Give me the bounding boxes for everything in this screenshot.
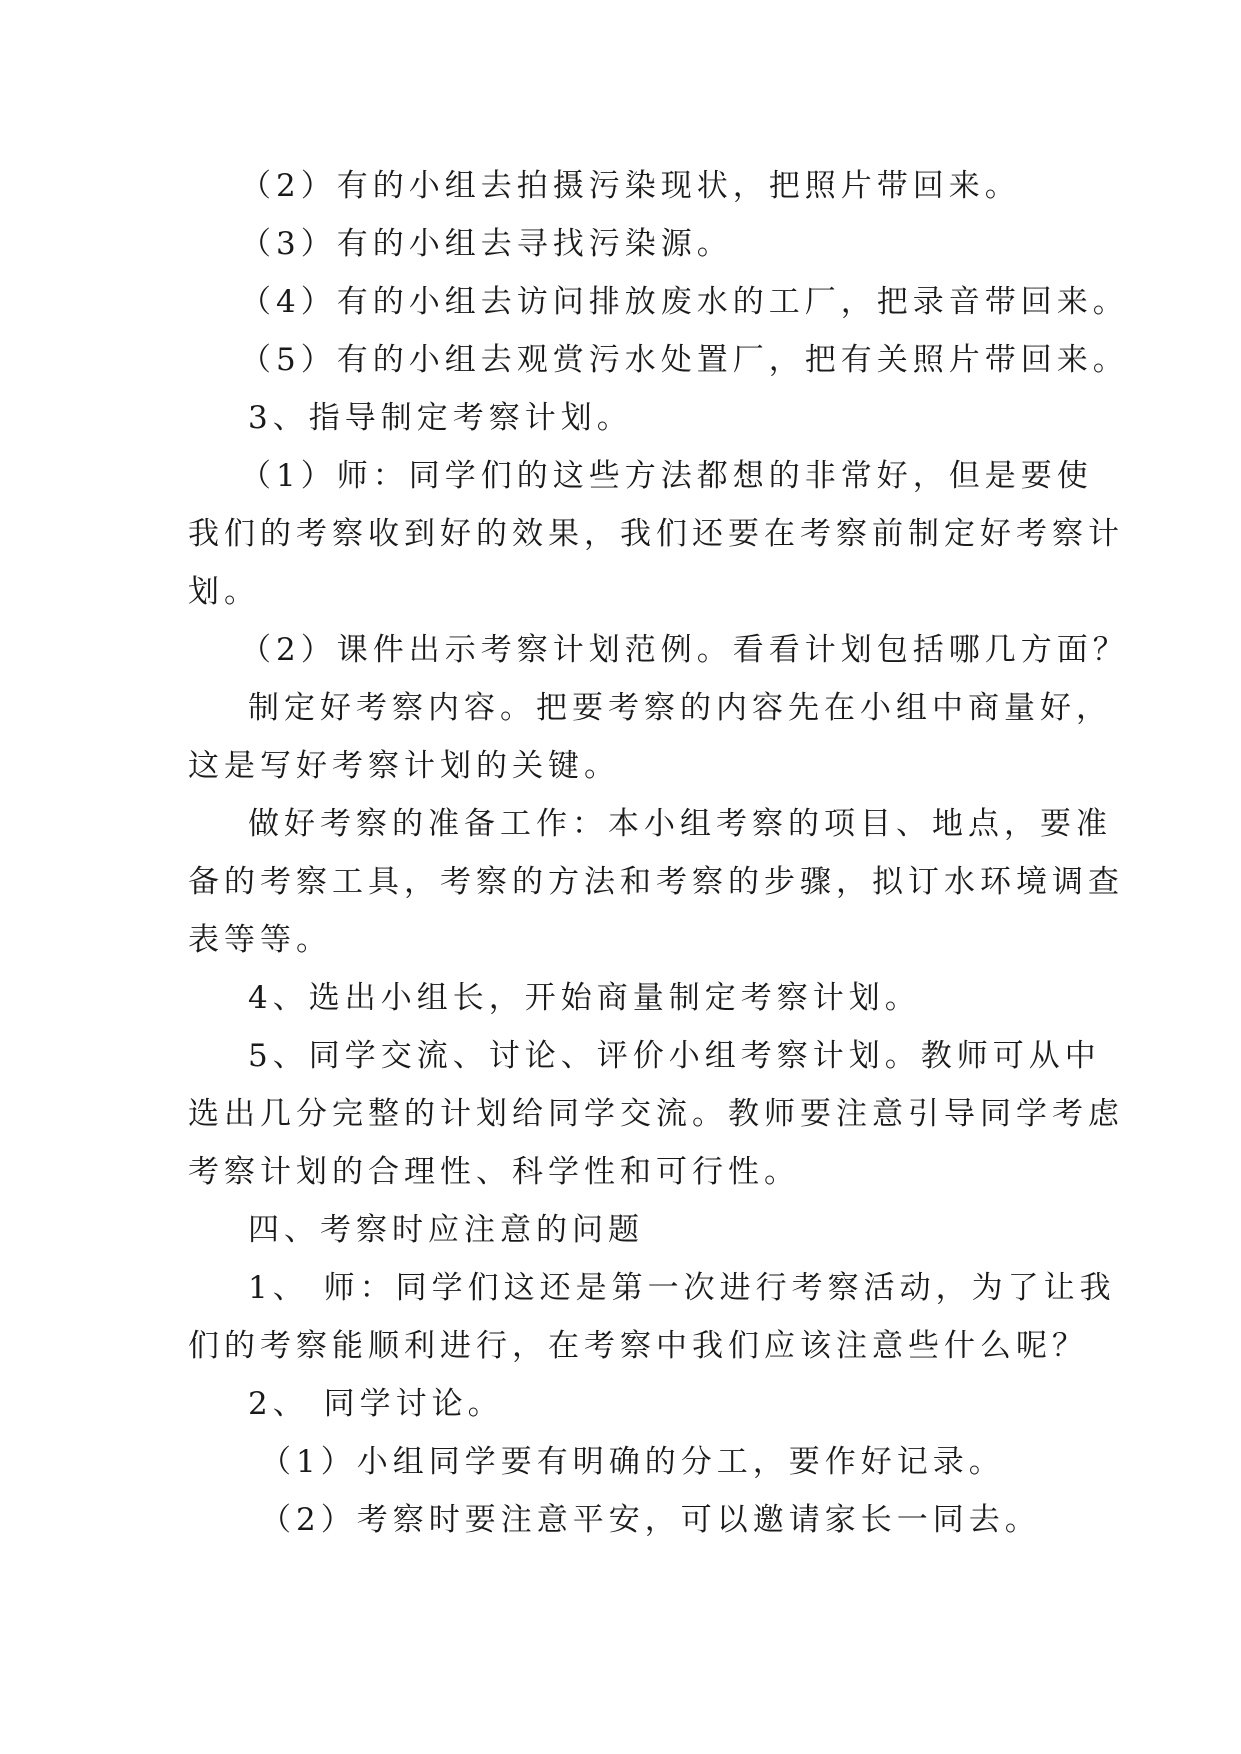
text-line: 做好考察的准备工作：本小组考察的项目、地点，要准 [248, 806, 1112, 842]
text-line: 表等等。 [188, 922, 332, 958]
text-line: 制定好考察内容。把要考察的内容先在小组中商量好， [248, 690, 1112, 726]
text-line: （1）小组同学要有明确的分工，要作好记录。 [260, 1444, 1005, 1480]
text-line: 考察计划的合理性、科学性和可行性。 [188, 1154, 800, 1190]
text-line: 5、同学交流、讨论、评价小组考察计划。教师可从中 [248, 1038, 1101, 1074]
text-line: （2）课件出示考察计划范例。看看计划包括哪几方面？ [240, 632, 1129, 668]
text-line: 我们的考察收到好的效果，我们还要在考察前制定好考察计 [188, 516, 1124, 552]
text-line: 这是写好考察计划的关键。 [188, 748, 620, 784]
text-line: 们的考察能顺利进行，在考察中我们应该注意些什么呢？ [188, 1328, 1088, 1364]
text-line: 选出几分完整的计划给同学交流。教师要注意引导同学考虑 [188, 1096, 1124, 1132]
text-line: 2、 同学讨论。 [248, 1386, 504, 1422]
text-line: （2）有的小组去拍摄污染现状，把照片带回来。 [240, 168, 1021, 204]
text-line: （1）师：同学们的这些方法都想的非常好，但是要使 [240, 458, 1093, 494]
text-line: 划。 [188, 574, 260, 610]
text-line: 3、指导制定考察计划。 [248, 400, 633, 436]
text-line: 备的考察工具，考察的方法和考察的步骤，拟订水环境调查 [188, 864, 1124, 900]
text-line: （3）有的小组去寻找污染源。 [240, 226, 733, 262]
text-line: 4、选出小组长，开始商量制定考察计划。 [248, 980, 921, 1016]
text-line: （5）有的小组去观赏污水处置厂，把有关照片带回来。 [240, 342, 1129, 378]
text-line: （2）考察时要注意平安，可以邀请家长一同去。 [260, 1502, 1041, 1538]
text-line: 四、考察时应注意的问题 [248, 1212, 644, 1248]
text-line: （4）有的小组去访问排放废水的工厂，把录音带回来。 [240, 284, 1129, 320]
text-line: 1、 师：同学们这还是第一次进行考察活动，为了让我 [248, 1270, 1116, 1306]
